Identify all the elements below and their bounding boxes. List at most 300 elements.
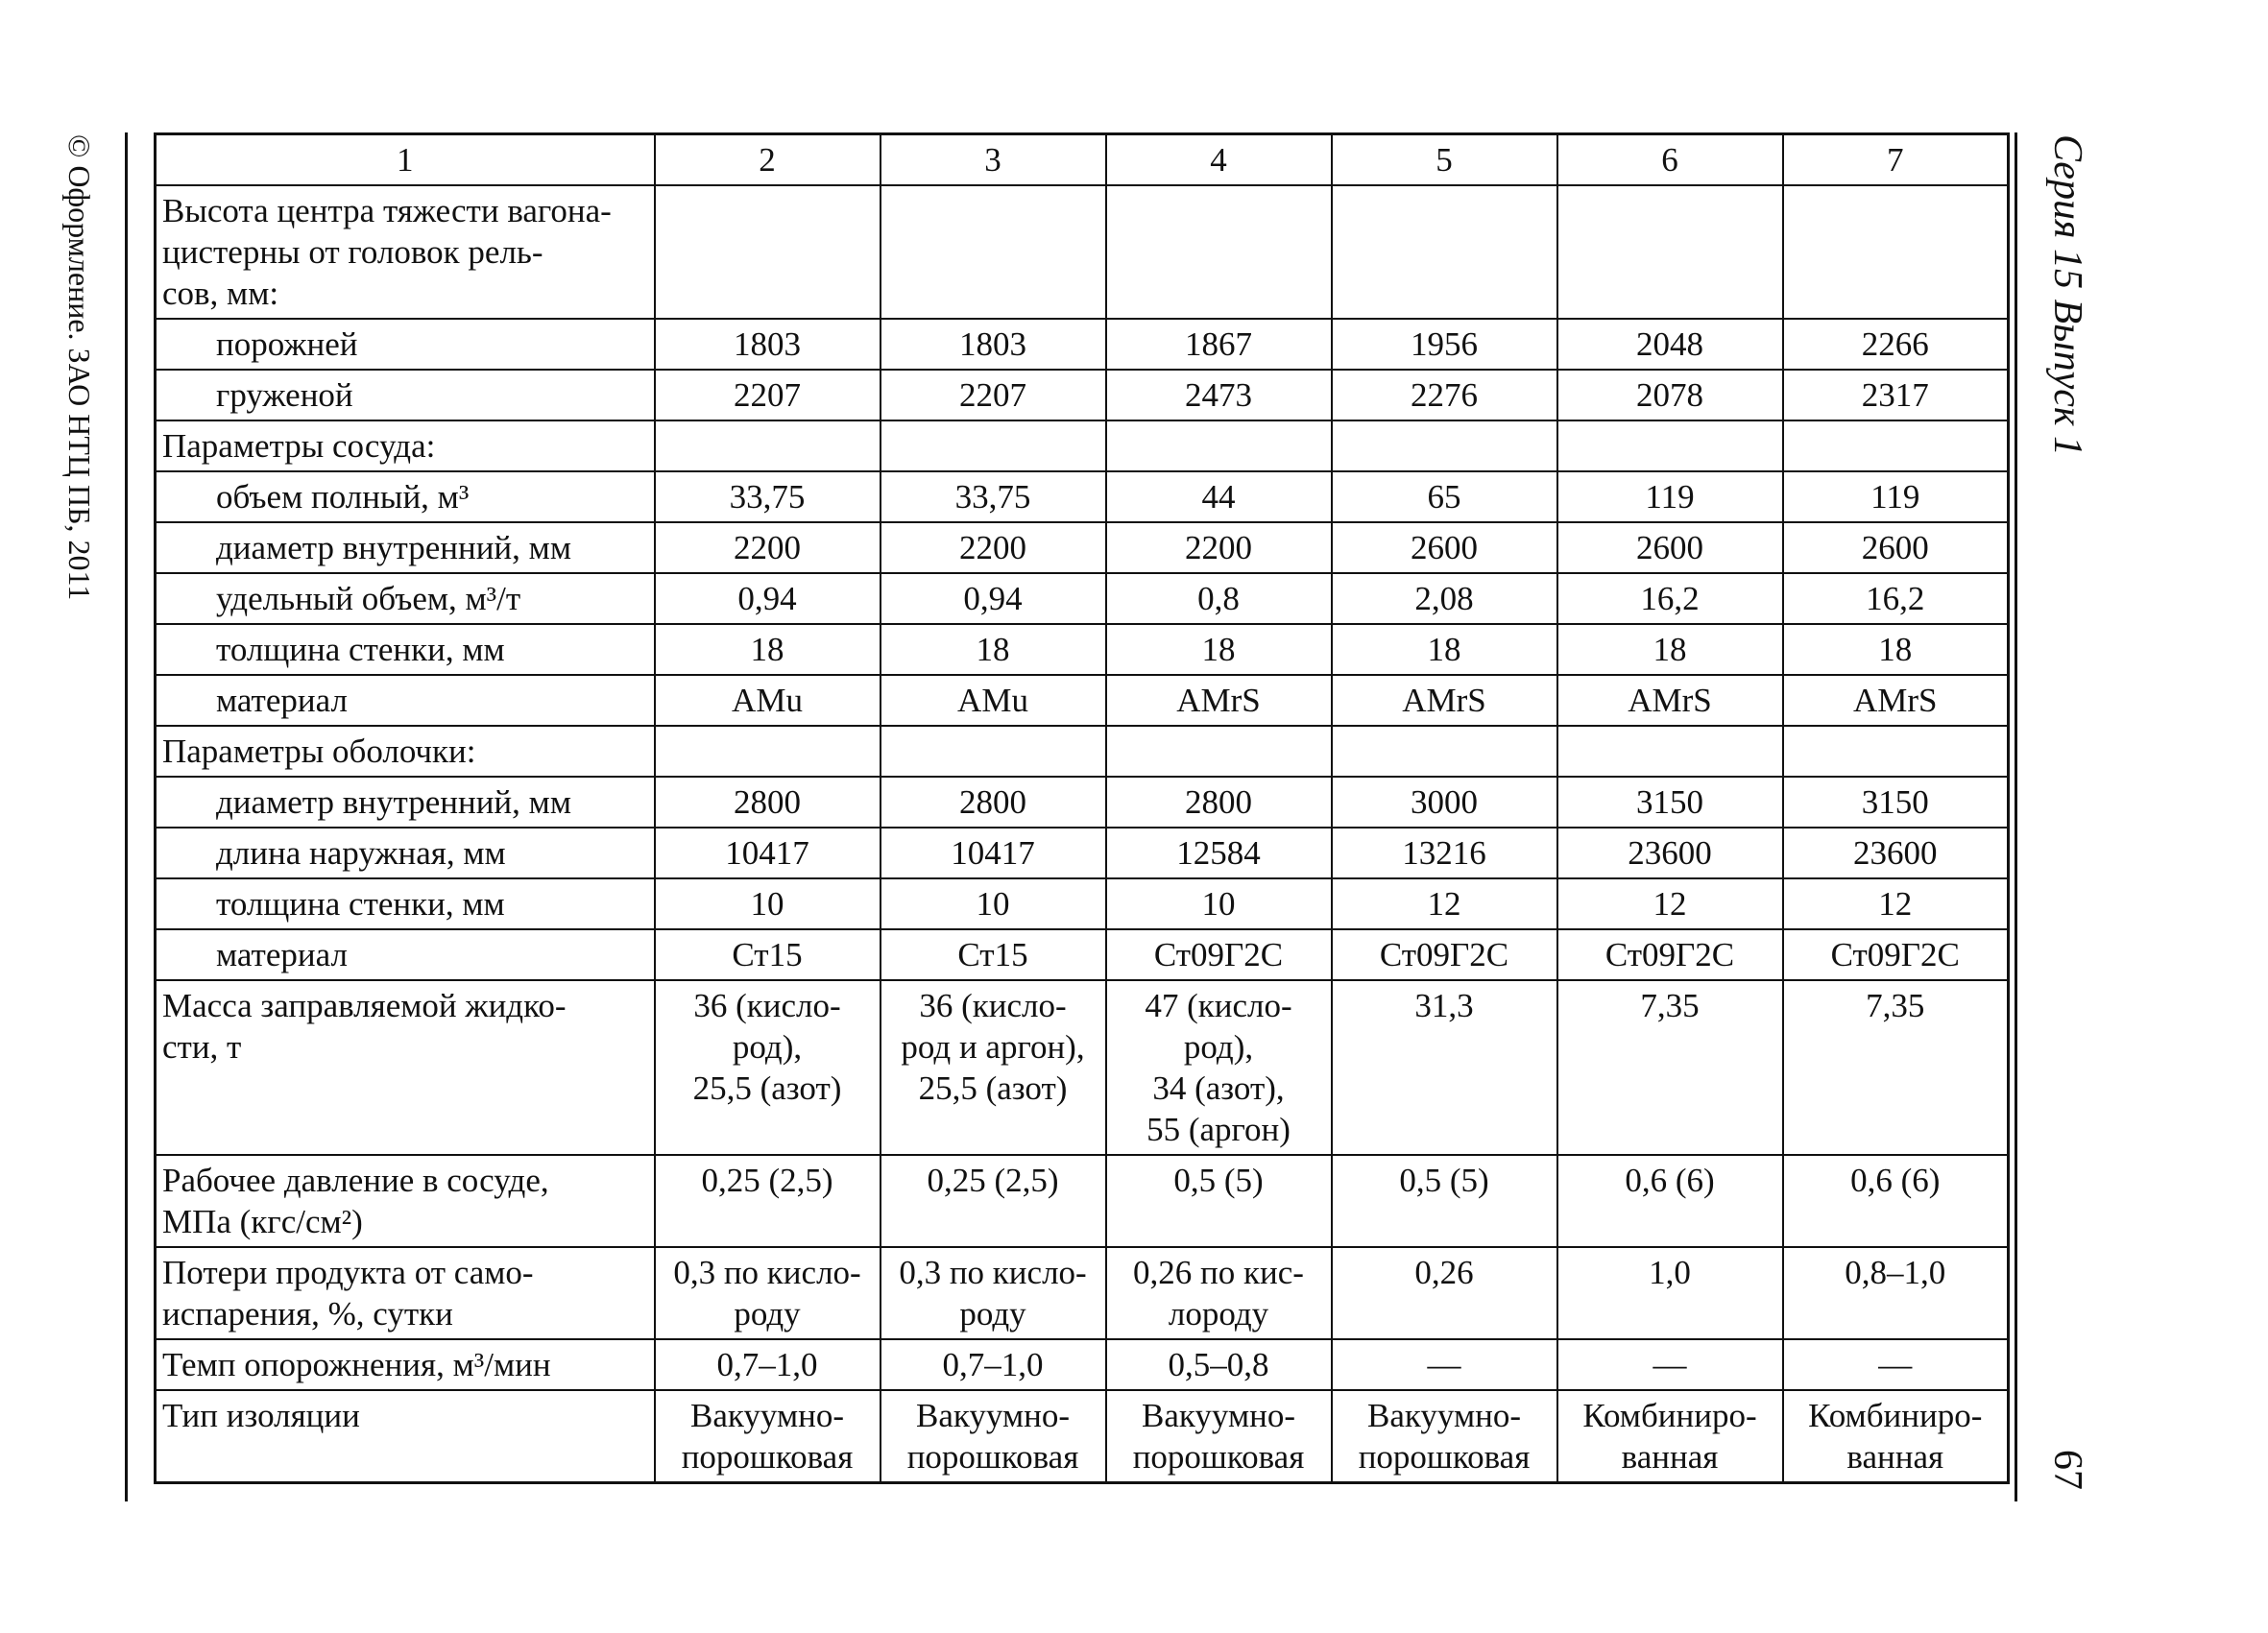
table-cell — [1106, 1390, 1332, 1483]
cell-line — [887, 190, 1099, 231]
cell-line — [662, 731, 874, 772]
cell-line: 1956 — [1411, 325, 1478, 363]
cell-line: 18 — [1427, 631, 1461, 668]
cell-line — [1339, 425, 1551, 467]
cell-line: Комбиниро- — [1582, 1397, 1757, 1434]
row-label-line: диаметр внутренний, мм — [216, 529, 571, 566]
table-cell — [655, 1339, 881, 1390]
cell-line: 18 — [1201, 631, 1236, 668]
table-cell — [1783, 675, 2009, 726]
table-cell — [1106, 624, 1332, 675]
table-cell — [1332, 319, 1557, 370]
table-row — [156, 1155, 2009, 1247]
table-cell — [1106, 573, 1332, 624]
table-cell — [1557, 878, 1783, 929]
row-label-line: толщина стенки, мм — [216, 885, 505, 923]
table-cell — [881, 370, 1106, 420]
row-label — [156, 878, 655, 929]
table-cell — [655, 573, 881, 624]
row-label-line: сти, т — [162, 1028, 242, 1066]
table-cell — [1783, 1339, 2009, 1390]
cell-line: 7,35 — [1640, 987, 1700, 1024]
table-row — [156, 573, 2009, 624]
cell-line: 2048 — [1636, 325, 1703, 363]
cell-line: 18 — [750, 631, 784, 668]
page-number: 67 — [2045, 1450, 2089, 1490]
table-cell — [655, 675, 881, 726]
cell-line: 2600 — [1861, 529, 1929, 566]
header-cell: 6 — [1557, 134, 1783, 186]
cell-line: 0,8–1,0 — [1845, 1254, 1946, 1291]
table-cell — [655, 726, 881, 777]
cell-line: 0,5–0,8 — [1168, 1346, 1269, 1383]
cell-line: 47 (кисло- — [1145, 987, 1292, 1024]
cell-line: Ст09Г2С — [1604, 936, 1735, 973]
table-cell — [1783, 1155, 2009, 1247]
cell-line — [1339, 731, 1551, 772]
table-cell — [1557, 471, 1783, 522]
cell-line: Вакуумно- — [1367, 1397, 1521, 1434]
row-label — [156, 726, 655, 777]
table-cell — [881, 878, 1106, 929]
table-cell — [1557, 675, 1783, 726]
row-label-line: материал — [216, 936, 348, 973]
row-label-line: Потери продукта от само- — [162, 1254, 534, 1291]
cell-line: AMrS — [1402, 682, 1486, 719]
table-cell — [1783, 1247, 2009, 1339]
table-cell — [1783, 522, 2009, 573]
table-cell — [1106, 522, 1332, 573]
cell-line: Вакуумно- — [690, 1397, 844, 1434]
table-cell — [1332, 471, 1557, 522]
cell-line: 55 (аргон) — [1146, 1111, 1291, 1148]
cell-line: 12 — [1878, 885, 1913, 923]
cell-line: порошковая — [681, 1438, 854, 1476]
row-label — [156, 319, 655, 370]
header-cell: 2 — [655, 134, 881, 186]
table-cell — [1106, 878, 1332, 929]
table-cell — [1783, 878, 2009, 929]
cell-line: — — [1427, 1346, 1461, 1383]
row-label-line: длина наружная, мм — [216, 834, 506, 872]
table-row — [156, 624, 2009, 675]
cell-line: — — [1653, 1346, 1687, 1383]
cell-line: 2600 — [1636, 529, 1703, 566]
table-cell — [881, 522, 1106, 573]
row-label — [156, 573, 655, 624]
table-cell — [1332, 1247, 1557, 1339]
table-cell — [655, 1247, 881, 1339]
table-row — [156, 675, 2009, 726]
table-cell — [1783, 929, 2009, 980]
cell-line: роду — [734, 1295, 801, 1333]
row-label — [156, 929, 655, 980]
cell-line: 65 — [1427, 478, 1461, 516]
cell-line: 2276 — [1411, 376, 1478, 414]
table-cell — [1106, 675, 1332, 726]
cell-line: Ст09Г2С — [1830, 936, 1960, 973]
table-cell — [1332, 573, 1557, 624]
table-cell — [655, 980, 881, 1155]
table-cell — [1332, 929, 1557, 980]
row-label — [156, 370, 655, 420]
cell-line: 0,25 (2,5) — [927, 1162, 1059, 1199]
table-cell — [1332, 185, 1557, 319]
table-cell — [1783, 471, 2009, 522]
cell-line: 33,75 — [729, 478, 806, 516]
cell-line: 12584 — [1176, 834, 1261, 872]
table-cell — [1332, 420, 1557, 471]
cell-line: 10 — [976, 885, 1010, 923]
table-cell — [655, 370, 881, 420]
cell-line: порошковая — [1132, 1438, 1305, 1476]
cell-line: 2266 — [1861, 325, 1929, 363]
cell-line: 0,8 — [1197, 580, 1240, 617]
cell-line: 0,26 по кис- — [1133, 1254, 1304, 1291]
row-label-line: порожней — [216, 325, 358, 363]
right-margin-rule — [2015, 132, 2017, 1501]
cell-line: 1803 — [959, 325, 1026, 363]
copyright-text: © Оформление. ЗАО НТЦ ПБ, 2011 — [62, 134, 97, 601]
copyright-note — [50, 134, 136, 601]
cell-line: 3150 — [1636, 783, 1703, 821]
table-row — [156, 828, 2009, 878]
table-cell — [655, 1390, 881, 1483]
row-label-line: Темп опорожнения, м³/мин — [162, 1346, 551, 1383]
row-label-line: диаметр внутренний, мм — [216, 783, 571, 821]
cell-line: AMu — [732, 682, 803, 719]
row-label — [156, 1390, 655, 1483]
cell-line: 2200 — [1185, 529, 1252, 566]
cell-line: 0,6 (6) — [1850, 1162, 1941, 1199]
cell-line: 2317 — [1861, 376, 1929, 414]
table-cell — [1557, 1155, 1783, 1247]
table-cell — [655, 1155, 881, 1247]
row-label — [156, 522, 655, 573]
cell-line: 2207 — [959, 376, 1026, 414]
cell-line: ванная — [1621, 1438, 1719, 1476]
table-cell — [1557, 1339, 1783, 1390]
table-cell — [881, 929, 1106, 980]
cell-line: AMrS — [1852, 682, 1938, 719]
table-row — [156, 471, 2009, 522]
cell-line: 0,7–1,0 — [716, 1346, 818, 1383]
cell-line: 13216 — [1402, 834, 1486, 872]
cell-line: 2078 — [1636, 376, 1703, 414]
table-cell — [881, 726, 1106, 777]
cell-line: 0,3 по кисло- — [899, 1254, 1087, 1291]
row-label — [156, 980, 655, 1155]
cell-line: 3000 — [1411, 783, 1478, 821]
table-cell — [1332, 675, 1557, 726]
cell-line: 2800 — [959, 783, 1026, 821]
row-label-line: испарения, %, сутки — [162, 1295, 453, 1333]
cell-line — [1339, 190, 1551, 231]
table-cell — [881, 420, 1106, 471]
row-label-line: Тип изоляции — [162, 1397, 360, 1434]
table-cell — [1557, 370, 1783, 420]
row-label — [156, 420, 655, 471]
specs-table — [154, 132, 2010, 1484]
cell-line: 2600 — [1411, 529, 1478, 566]
cell-line: AMrS — [1628, 682, 1712, 719]
table-cell — [1557, 929, 1783, 980]
cell-line: 2800 — [1185, 783, 1252, 821]
cell-line: 36 (кисло- — [693, 987, 841, 1024]
cell-line: 34 (азот), — [1152, 1069, 1285, 1107]
table-cell — [1557, 828, 1783, 878]
cell-line: 0,94 — [963, 580, 1023, 617]
table-cell — [1557, 624, 1783, 675]
cell-line: 18 — [1878, 631, 1913, 668]
table-cell — [1332, 1390, 1557, 1483]
table-row — [156, 980, 2009, 1155]
table-cell — [881, 471, 1106, 522]
table-cell — [1557, 573, 1783, 624]
table-cell — [881, 573, 1106, 624]
cell-line: 16,2 — [1866, 580, 1925, 617]
cell-line: 31,3 — [1414, 987, 1474, 1024]
cell-line: 23600 — [1853, 834, 1938, 872]
table-cell — [655, 624, 881, 675]
table-cell — [655, 420, 881, 471]
cell-line: 10 — [750, 885, 784, 923]
cell-line: Вакуумно- — [916, 1397, 1070, 1434]
cell-line: 2207 — [734, 376, 801, 414]
row-label — [156, 675, 655, 726]
table-cell — [881, 1339, 1106, 1390]
cell-line: 16,2 — [1640, 580, 1700, 617]
row-label — [156, 1155, 655, 1247]
row-label — [156, 624, 655, 675]
cell-line: 2200 — [734, 529, 801, 566]
table-cell — [1783, 726, 2009, 777]
row-label — [156, 828, 655, 878]
row-label-line: Параметры оболочки: — [162, 732, 476, 770]
row-label-line: МПа (кгс/см²) — [162, 1203, 363, 1240]
table-cell — [1332, 980, 1557, 1155]
table-cell — [881, 624, 1106, 675]
cell-line: 0,26 — [1414, 1254, 1474, 1291]
cell-line: 2,08 — [1414, 580, 1474, 617]
table-cell — [1557, 980, 1783, 1155]
cell-line: 10 — [1201, 885, 1236, 923]
cell-line — [1113, 190, 1325, 231]
table-cell — [1783, 828, 2009, 878]
table-cell — [1106, 980, 1332, 1155]
cell-line: 1,0 — [1649, 1254, 1691, 1291]
table-cell — [1106, 370, 1332, 420]
cell-line: 33,75 — [954, 478, 1031, 516]
table-row — [156, 878, 2009, 929]
cell-line: 1867 — [1185, 325, 1252, 363]
row-label-line: Высота центра тяжести вагона- — [162, 192, 612, 229]
table-cell — [881, 185, 1106, 319]
table-cell — [1332, 370, 1557, 420]
cell-line: 25,5 (азот) — [692, 1069, 842, 1107]
cell-line: 18 — [1653, 631, 1687, 668]
cell-line: род и аргон), — [901, 1028, 1085, 1066]
cell-line — [662, 425, 874, 467]
cell-line: 44 — [1201, 478, 1236, 516]
cell-line: 1803 — [734, 325, 801, 363]
cell-line: Ст09Г2С — [1379, 936, 1509, 973]
header-cell: 1 — [156, 134, 655, 186]
table-cell — [881, 980, 1106, 1155]
cell-line: 119 — [1870, 478, 1920, 516]
row-label-line: сов, мм: — [162, 275, 279, 312]
cell-line: 2200 — [959, 529, 1026, 566]
cell-line — [1113, 731, 1325, 772]
table-cell — [1106, 828, 1332, 878]
table-cell — [1106, 185, 1332, 319]
table-cell — [1783, 980, 2009, 1155]
table-cell — [655, 828, 881, 878]
row-label — [156, 1339, 655, 1390]
table-cell — [1557, 1247, 1783, 1339]
cell-line: род), — [732, 1028, 803, 1066]
cell-line — [887, 731, 1099, 772]
row-label-line: удельный объем, м³/т — [216, 580, 521, 617]
row-label — [156, 777, 655, 828]
cell-line — [1790, 731, 2002, 772]
header-cell: 5 — [1332, 134, 1557, 186]
cell-line: Комбиниро- — [1808, 1397, 1983, 1434]
cell-line: 23600 — [1628, 834, 1712, 872]
cell-line — [887, 425, 1099, 467]
table-cell — [1106, 420, 1332, 471]
cell-line — [1790, 190, 2002, 231]
table-cell — [1783, 573, 2009, 624]
table-cell — [1106, 319, 1332, 370]
header-cell: 3 — [881, 134, 1106, 186]
table-cell — [881, 828, 1106, 878]
table-row — [156, 1390, 2009, 1483]
cell-line: 3150 — [1861, 783, 1929, 821]
table-cell — [1106, 1339, 1332, 1390]
cell-line: лороду — [1168, 1295, 1269, 1333]
table-cell — [1332, 878, 1557, 929]
table-cell — [655, 929, 881, 980]
cell-line: Ст09Г2С — [1153, 936, 1284, 973]
left-margin-rule — [125, 132, 128, 1501]
cell-line: Вакуумно- — [1142, 1397, 1295, 1434]
table-row — [156, 1247, 2009, 1339]
cell-line: род), — [1183, 1028, 1254, 1066]
table-cell — [881, 777, 1106, 828]
table-cell — [881, 1247, 1106, 1339]
table-row — [156, 319, 2009, 370]
header-cell: 7 — [1783, 134, 2009, 186]
cell-line: 2800 — [734, 783, 801, 821]
cell-line: ванная — [1846, 1438, 1944, 1476]
table-cell — [1557, 185, 1783, 319]
cell-line — [1790, 425, 2002, 467]
row-label-line: Параметры сосуда: — [162, 427, 436, 465]
cell-line: 10417 — [725, 834, 809, 872]
cell-line: Ст15 — [732, 936, 803, 973]
cell-line: 7,35 — [1866, 987, 1925, 1024]
row-label-line: Рабочее давление в сосуде, — [162, 1162, 549, 1199]
cell-line: 0,94 — [737, 580, 797, 617]
table-cell — [1332, 726, 1557, 777]
row-label — [156, 1247, 655, 1339]
table-row — [156, 420, 2009, 471]
table-cell — [1783, 777, 2009, 828]
cell-line — [1564, 731, 1776, 772]
table-cell — [1557, 420, 1783, 471]
series-title: Серия 15 Выпуск 1 — [2045, 134, 2089, 456]
table-cell — [881, 1390, 1106, 1483]
cell-line: 0,3 по кисло- — [673, 1254, 861, 1291]
table-cell — [655, 319, 881, 370]
table-row — [156, 185, 2009, 319]
table-cell — [1332, 1155, 1557, 1247]
table-row — [156, 929, 2009, 980]
cell-line: порошковая — [906, 1438, 1079, 1476]
table-cell — [1332, 828, 1557, 878]
table-cell — [881, 675, 1106, 726]
header-cell: 4 — [1106, 134, 1332, 186]
cell-line: 0,6 (6) — [1625, 1162, 1715, 1199]
table-cell — [655, 777, 881, 828]
row-label-line: груженой — [216, 376, 353, 414]
cell-line: AMu — [957, 682, 1028, 719]
table-cell — [655, 878, 881, 929]
row-label — [156, 471, 655, 522]
cell-line: 36 (кисло- — [919, 987, 1067, 1024]
table-cell — [1106, 1247, 1332, 1339]
cell-line: Ст15 — [957, 936, 1028, 973]
table-cell — [1783, 319, 2009, 370]
cell-line: 119 — [1645, 478, 1695, 516]
table-cell — [1106, 471, 1332, 522]
table-cell — [1783, 1390, 2009, 1483]
table-cell — [1557, 319, 1783, 370]
row-label-line: материал — [216, 682, 348, 719]
table-cell — [1557, 777, 1783, 828]
cell-line: 10417 — [951, 834, 1035, 872]
cell-line: — — [1878, 1346, 1913, 1383]
cell-line — [1113, 425, 1325, 467]
cell-line: 12 — [1427, 885, 1461, 923]
table-cell — [1106, 1155, 1332, 1247]
table-row — [156, 777, 2009, 828]
cell-line: 0,7–1,0 — [942, 1346, 1044, 1383]
cell-line: 18 — [976, 631, 1010, 668]
table-header-row — [156, 134, 2009, 186]
table-cell — [1332, 624, 1557, 675]
table-cell — [881, 1155, 1106, 1247]
cell-line: роду — [959, 1295, 1026, 1333]
table-cell — [1557, 522, 1783, 573]
table-cell — [1783, 370, 2009, 420]
cell-line: 25,5 (азот) — [918, 1069, 1068, 1107]
table-cell — [1332, 1339, 1557, 1390]
table-cell — [655, 185, 881, 319]
cell-line: 0,5 (5) — [1173, 1162, 1264, 1199]
row-label-line: объем полный, м³ — [216, 478, 470, 516]
table-row — [156, 726, 2009, 777]
cell-line: 0,25 (2,5) — [701, 1162, 833, 1199]
cell-line: порошковая — [1358, 1438, 1531, 1476]
table-row — [156, 1339, 2009, 1390]
table-cell — [1332, 522, 1557, 573]
cell-line: 12 — [1653, 885, 1687, 923]
cell-line: AMrS — [1176, 682, 1261, 719]
table-cell — [1106, 777, 1332, 828]
table-cell — [1332, 777, 1557, 828]
